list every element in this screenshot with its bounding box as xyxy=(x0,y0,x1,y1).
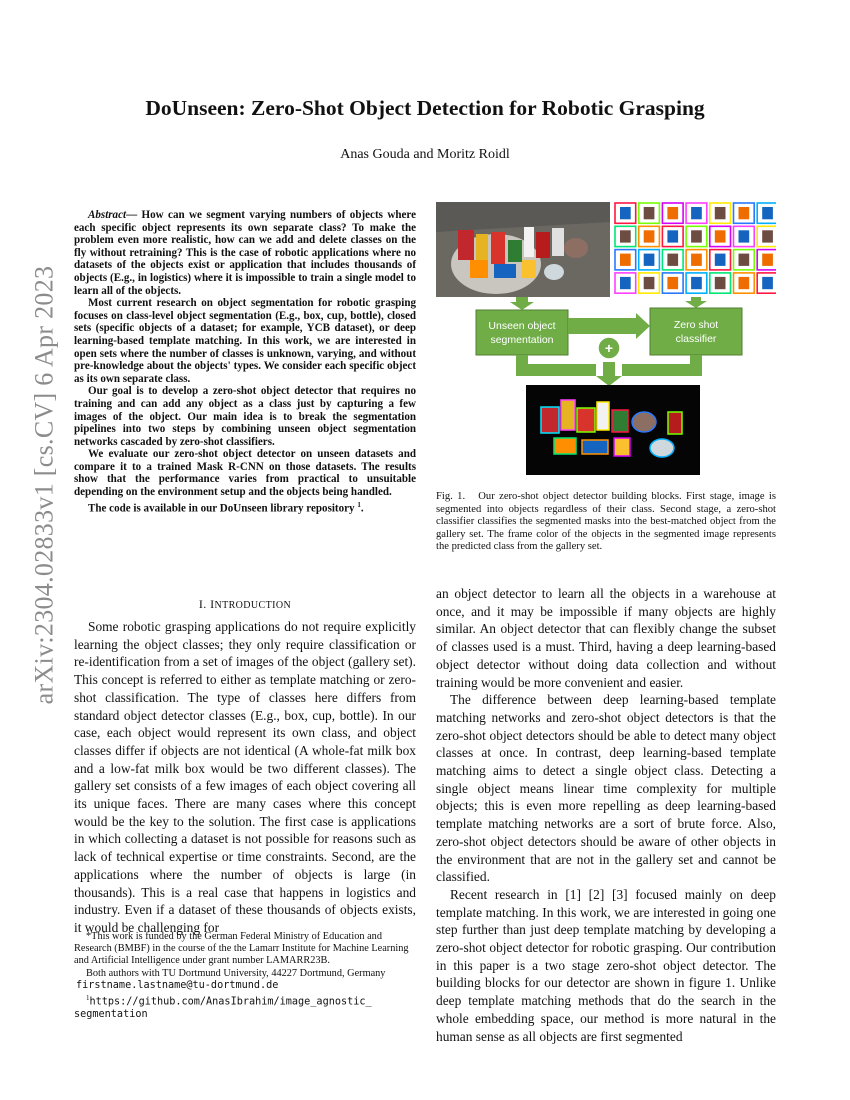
figure-1-caption xyxy=(436,491,776,554)
gallery-object-image xyxy=(667,230,678,242)
affiliation-footnote: Both authors with TU Dortmund University, 44227 Dortmund, Germany xyxy=(86,967,386,979)
abstract-p3-text: Our goal is to develop a zero-shot object detector that requires no training and can add any object as a class just by capturing a few images of the object. Our main idea is to break the segmentation pipelines into two steps by combining unseen object segmentation networks cascaded by zero-shot classifiers. xyxy=(74,385,416,448)
gallery-object-image xyxy=(620,277,631,289)
arrow-segmentation-to-classifier xyxy=(568,313,650,339)
section-title-rest: NTRODUCTION xyxy=(214,600,292,611)
abstract-paragraph-4 xyxy=(74,448,416,498)
abstract-block xyxy=(74,209,416,515)
intro-right-p2-text: The difference between deep learning-based template matching networks and zero-shot object detectors is that the zero-shot object detectors should be able to detect many object classes at once. In contrast, deep learning-based template matching aims to detect a single object class. Detecting a single object means linear time complexity for multiple objects; this is even more repelling as deep learning-based template matching networks are a sort of brute force. Also, zero-shot object detectors should be aware of other objects in the environment that are not in the gallery set and cannot be classified. xyxy=(436,692,776,885)
caption-text: Our zero-shot object detector building blocks. First stage, image is segmented into objects regardless of their class. Second stage, a zero-shot classifier classifies the segmented masks into the best-matched object from the gallery set. The frame color of the objects in the segmented image represents the predicted class from the gallery set. xyxy=(436,491,776,553)
repo-url-line-2[interactable]: segmentation xyxy=(74,1008,148,1020)
intro-right-paragraph-1 xyxy=(436,585,776,691)
arrow-classifier-to-plus xyxy=(622,355,702,376)
caption-label: Fig. 1. xyxy=(436,491,466,502)
arxiv-side-stamp xyxy=(22,265,66,705)
zeroshot-block-label-2: classifier xyxy=(675,333,717,345)
gallery-object-image xyxy=(620,207,631,219)
gallery-object-image xyxy=(620,230,631,242)
gallery-object-image xyxy=(667,207,678,219)
arxiv-stamp-text: arXiv:2304.02833v1 [cs.CV] 6 Apr 2023 xyxy=(29,265,58,705)
gallery-set-grid xyxy=(615,203,776,293)
footnote-marker-1: 1 xyxy=(357,500,361,509)
gallery-object-image xyxy=(762,230,773,242)
zeroshot-block-label-1: Zero shot xyxy=(673,319,719,331)
zero-shot-classifier-block xyxy=(650,308,742,355)
repo-url-line-1[interactable]: https://github.com/AnasIbrahim/image_agnostic_ xyxy=(89,996,372,1008)
gallery-object-image xyxy=(644,277,655,289)
gallery-object-image xyxy=(715,277,726,289)
intro-right-p3-text: Recent research in [1] [2] [3] focused mainly on deep template matching. In this work, we are interested in going one step further than just deep template matching by developing a zero-shot object detector for robotic grasping. Our contribution in this paper is a two stage zero-shot object detector. The building blocks for our detector are shown in figure 1. Unlike deep template matching methods that do the search in the whole embedding space, our method is more natural in the human sense as all objects are first segmented xyxy=(436,886,776,1044)
plus-sign: + xyxy=(604,340,614,356)
section-heading-introduction xyxy=(74,597,416,612)
unseen-block-label-1: Unseen object xyxy=(488,320,556,332)
intro-right-paragraph-2 xyxy=(436,691,776,886)
repo-footnote xyxy=(74,992,416,1009)
gallery-object-image xyxy=(691,254,702,266)
segmented-result-image xyxy=(526,385,700,475)
repo-footnote-marker: 1 xyxy=(86,994,90,1003)
intro-paragraph-1 xyxy=(74,618,416,937)
gallery-object-image xyxy=(715,254,726,266)
abstract-p1-text: How can we segment varying numbers of objects where each specific object represents its own separate class? To make the problem even more realistic, how can we add and delete classes on the fly without retraining? This is the case of robotic applications where no datasets of the objects exist or application that includes thousands of objects (E.g., in logistics) where it is impossible to train a single model to learn all of the objects. xyxy=(74,209,416,297)
gallery-object-image xyxy=(644,254,655,266)
abstract-p5-end: . xyxy=(360,502,364,515)
unseen-block-label-2: segmentation xyxy=(490,334,554,346)
gallery-object-image xyxy=(667,254,678,266)
abstract-p5-text: The code is available in our DoUnseen library repository xyxy=(88,502,355,515)
cluttered-scene-photo xyxy=(436,202,610,297)
intro-left-column xyxy=(74,618,416,937)
gallery-object-image xyxy=(691,230,702,242)
abstract-paragraph-2 xyxy=(74,297,416,385)
email-footnote xyxy=(74,980,416,992)
abstract-paragraph-1 xyxy=(74,209,416,297)
section-title-first: I xyxy=(210,597,215,611)
author-email: firstname.lastname@tu-dortmund.de xyxy=(76,979,279,991)
section-number: I. xyxy=(198,597,207,611)
abstract-label: Abstract xyxy=(88,209,127,221)
intro-p1-text: Some robotic grasping applications do not require explicitly learning the object classes; they only require classification or re-identification from a set of images of the object (gallery set). This concept is referred to either as template matching or zero-shot classification. The type of classes here differs from standard object detector classes (E.g., box, cup, bottle). In our case, each object would represent its own class, and object classes differ if objects are not identical (A whole-fat milk box and a low-fat milk box would be two different classes). The gallery set consists of a few images of each object covering all its unique faces. There are many cases where this concept would be the key to the solution. The first case is applications in which collecting a dataset is not possible for reasons such as lack of technical expertise or time constraints. Second, are the applications where the number of objects is large (in thousands). This is a real case that happens in logistics and industry. Even if a dataset of these thousands of objects exists, it would be challenging for xyxy=(74,619,416,935)
gallery-object-image xyxy=(739,230,750,242)
gallery-object-image xyxy=(739,254,750,266)
abstract-p2-text: Most current research on object segmentation for robotic grasping focuses on class-level object segmentation (E.g., box, cup, bottle), closed sets (specific objects of a dataset; for example, YCB dataset), or deep learning-based template matching. In this work, we are interested in open sets where the number of classes is unknown, varying, and without pre-knowledge about the objects' types. We consider each specific object as its own separate class. xyxy=(74,297,416,385)
arrow-photo-to-segmentation xyxy=(510,297,534,310)
arrow-gallery-to-classifier xyxy=(685,297,707,308)
gallery-object-image xyxy=(715,230,726,242)
gallery-object-image xyxy=(691,277,702,289)
caption-paragraph xyxy=(436,491,776,554)
paper-title: DoUnseen: Zero-Shot Object Detection for Robotic Grasping xyxy=(145,96,705,120)
gallery-object-image xyxy=(715,207,726,219)
repo-footnote-cont xyxy=(74,1009,416,1021)
gallery-object-image xyxy=(739,277,750,289)
intro-right-p1-text: an object detector to learn all the objects in a warehouse at once, and it may be impossible if many objects are highly similar. An object detector that can flexibly change the subset of classes used is a must. Third, having a deep learning-based object detector without doing data collection and without training would be more convenient and easier. xyxy=(436,586,776,690)
gallery-object-image xyxy=(644,207,655,219)
unseen-segmentation-block xyxy=(476,310,568,355)
gallery-object-image xyxy=(762,254,773,266)
paper-authors: Anas Gouda and Moritz Roidl xyxy=(340,147,510,162)
gallery-object-image xyxy=(762,207,773,219)
gallery-object-image xyxy=(762,277,773,289)
abstract-p4-text: We evaluate our zero-shot object detector on unseen datasets and compare it to a trained Mask R-CNN on those datasets. The results show that the performance varies from practical to unsuitable depending on the environment setup and the objects being handled. xyxy=(74,448,416,499)
abstract-paragraph-5 xyxy=(74,499,416,515)
gallery-object-image xyxy=(691,207,702,219)
footnotes-block xyxy=(74,931,416,1021)
abstract-dash: — xyxy=(126,209,138,221)
intro-right-paragraph-3 xyxy=(436,886,776,1045)
gallery-object-image xyxy=(667,277,678,289)
gallery-object-image xyxy=(644,230,655,242)
gallery-object-image xyxy=(620,254,631,266)
gallery-object-image xyxy=(739,207,750,219)
abstract-paragraph-3 xyxy=(74,385,416,448)
intro-right-column xyxy=(436,585,776,1045)
arrow-plus-to-result xyxy=(596,362,622,386)
arrow-segmentation-to-plus xyxy=(516,355,596,376)
funding-footnote: *This work is funded by the German Federal Ministry of Education and Research (BMBF) in the course of the the Lamarr Institute for Machine Learning and Artificial Intelligence under grant number LAMARR23B. xyxy=(74,931,409,967)
figure-1-diagram xyxy=(436,202,776,477)
